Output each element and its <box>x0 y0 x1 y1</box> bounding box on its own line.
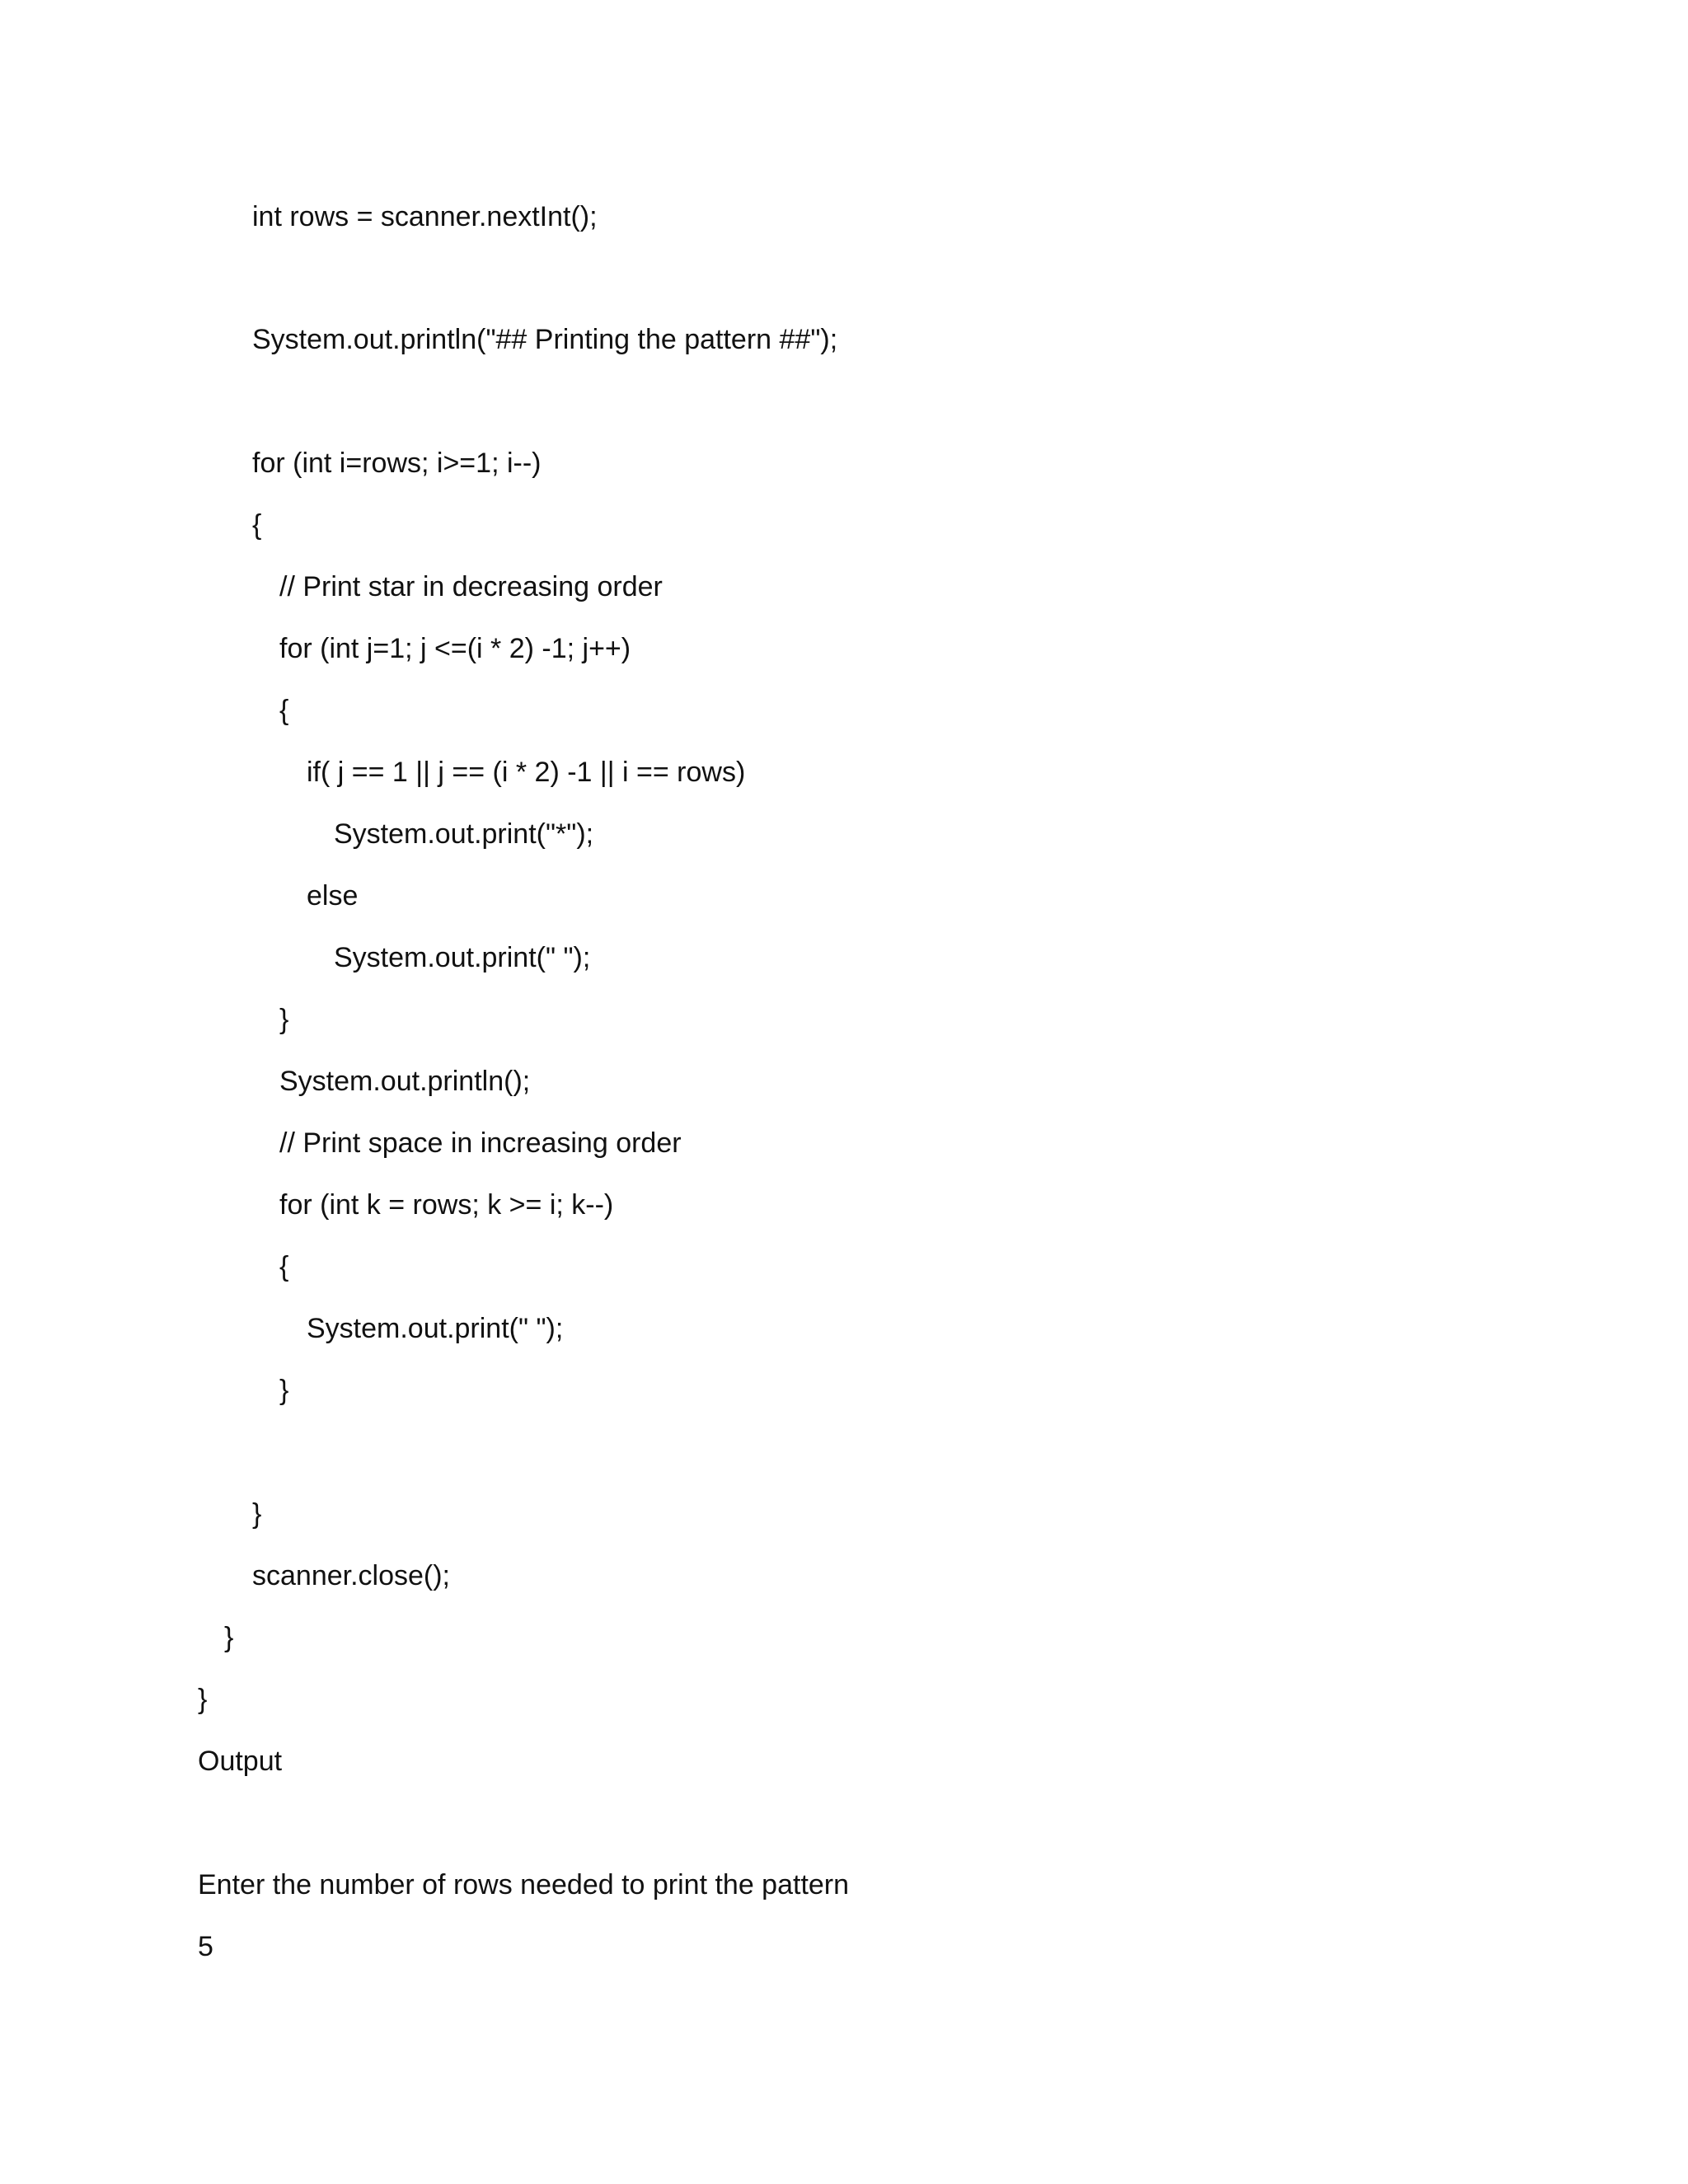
code-line: System.out.print("*"); <box>334 818 594 850</box>
code-line: if( j == 1 || j == (i * 2) -1 || i == rows) <box>307 757 746 788</box>
code-line: } <box>279 1004 289 1035</box>
code-line: System.out.print(" "); <box>307 1313 564 1344</box>
code-line: } <box>279 1375 289 1406</box>
code-line: { <box>252 509 262 541</box>
code-line: System.out.println("## Printing the pattern ##"); <box>252 324 838 355</box>
output-heading: Output <box>198 1746 283 1777</box>
code-line: } <box>198 1684 208 1715</box>
code-line: scanner.close(); <box>252 1560 450 1591</box>
code-line: System.out.print(" "); <box>334 942 591 973</box>
code-line: for (int i=rows; i>=1; i--) <box>252 448 542 479</box>
code-line: for (int j=1; j <=(i * 2) -1; j++) <box>279 633 631 664</box>
output-text: Enter the number of rows needed to print the pattern <box>198 1869 850 1900</box>
code-line: { <box>279 695 289 726</box>
code-line: int rows = scanner.nextInt(); <box>252 201 598 232</box>
code-line: } <box>224 1622 234 1653</box>
code-line: { <box>279 1251 289 1282</box>
code-comment: // Print space in increasing order <box>279 1127 682 1159</box>
code-line: else <box>307 880 359 912</box>
code-line: for (int k = rows; k >= i; k--) <box>279 1189 614 1221</box>
output-value: 5 <box>198 1931 213 1962</box>
code-line: System.out.println(); <box>279 1066 531 1097</box>
code-comment: // Print star in decreasing order <box>279 571 663 602</box>
code-line: } <box>252 1498 262 1530</box>
